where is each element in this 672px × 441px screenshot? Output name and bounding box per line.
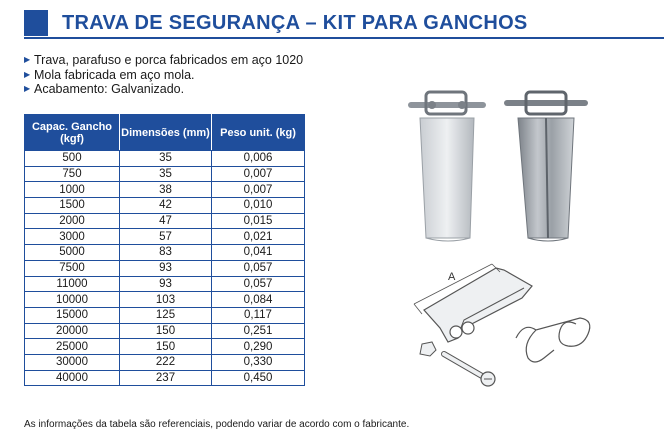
- feature-text: Mola fabricada em aço mola.: [34, 67, 195, 82]
- cell-dimension: 38: [120, 182, 212, 198]
- cell-dimension: 150: [120, 339, 212, 355]
- cell-weight: 0,007: [212, 166, 305, 182]
- table-row: [25, 292, 305, 308]
- page-title: TRAVA DE SEGURANÇA – KIT PARA GANCHOS: [62, 12, 528, 34]
- cell-weight: 0,007: [212, 182, 305, 198]
- table-row: [25, 182, 305, 198]
- table-row: [25, 198, 305, 214]
- cell-capacity: 5000: [25, 245, 120, 261]
- cell-dimension: 35: [120, 166, 212, 182]
- table-header-row: [25, 115, 305, 151]
- bullet-arrow-icon: ▶: [24, 55, 31, 64]
- table-row: [25, 339, 305, 355]
- feature-text: Acabamento: Galvanizado.: [34, 82, 185, 96]
- table-row: [25, 213, 305, 229]
- cell-dimension: 237: [120, 370, 212, 386]
- table-row: [25, 245, 305, 261]
- cell-capacity: 15000: [25, 307, 120, 323]
- table-row: [25, 229, 305, 245]
- cell-weight: 0,015: [212, 213, 305, 229]
- dimension-label: A: [448, 271, 456, 283]
- cell-dimension: 150: [120, 323, 212, 339]
- table-row: [25, 354, 305, 370]
- latch-front-photo: [404, 90, 490, 246]
- cell-weight: 0,117: [212, 307, 305, 323]
- table-row: [25, 151, 305, 167]
- cell-weight: 0,450: [212, 370, 305, 386]
- cell-capacity: 7500: [25, 260, 120, 276]
- bullet-arrow-icon: ▶: [24, 84, 31, 93]
- table-row: [25, 276, 305, 292]
- cell-dimension: 47: [120, 213, 212, 229]
- cell-weight: 0,006: [212, 151, 305, 167]
- table-row: [25, 307, 305, 323]
- column-header-capacity: Capac. Gancho (kgf): [25, 115, 120, 151]
- cell-weight: 0,251: [212, 323, 305, 339]
- cell-weight: 0,330: [212, 354, 305, 370]
- cell-capacity: 750: [25, 166, 120, 182]
- feature-item: [24, 82, 364, 97]
- cell-capacity: 500: [25, 151, 120, 167]
- cell-dimension: 103: [120, 292, 212, 308]
- table-row: [25, 323, 305, 339]
- cell-dimension: 125: [120, 307, 212, 323]
- cell-capacity: 30000: [25, 354, 120, 370]
- cell-capacity: 20000: [25, 323, 120, 339]
- cell-dimension: 83: [120, 245, 212, 261]
- cell-capacity: 1000: [25, 182, 120, 198]
- column-header-weight: Peso unit. (kg): [212, 115, 305, 151]
- cell-dimension: 93: [120, 276, 212, 292]
- feature-text: Trava, parafuso e porca fabricados em aço 1020: [34, 53, 304, 67]
- cell-weight: 0,010: [212, 198, 305, 214]
- cell-weight: 0,021: [212, 229, 305, 245]
- feature-item: [24, 53, 364, 68]
- table-row: [25, 166, 305, 182]
- spec-table: [24, 114, 305, 386]
- cell-capacity: 10000: [25, 292, 120, 308]
- cell-weight: 0,057: [212, 276, 305, 292]
- header-rule: [24, 37, 664, 39]
- bullet-arrow-icon: ▶: [24, 69, 31, 79]
- cell-capacity: 25000: [25, 339, 120, 355]
- cell-weight: 0,290: [212, 339, 305, 355]
- cell-capacity: 40000: [25, 370, 120, 386]
- cell-capacity: 2000: [25, 213, 120, 229]
- header-accent-block: [24, 10, 48, 36]
- table-row: [25, 260, 305, 276]
- latch-technical-drawing: [404, 258, 604, 398]
- cell-dimension: 57: [120, 229, 212, 245]
- footnote: As informações da tabela são referenciais, podendo variar de acordo com o fabricante.: [24, 419, 410, 430]
- table-body: [25, 151, 305, 386]
- page-header: [24, 10, 664, 40]
- cell-weight: 0,041: [212, 245, 305, 261]
- latch-side-photo: [500, 90, 592, 246]
- cell-capacity: 3000: [25, 229, 120, 245]
- cell-dimension: 42: [120, 198, 212, 214]
- feature-list: [24, 53, 364, 97]
- cell-weight: 0,057: [212, 260, 305, 276]
- table-row: [25, 370, 305, 386]
- cell-dimension: 93: [120, 260, 212, 276]
- cell-dimension: 35: [120, 151, 212, 167]
- cell-capacity: 11000: [25, 276, 120, 292]
- cell-weight: 0,084: [212, 292, 305, 308]
- column-header-dimensions: Dimensões (mm): [120, 115, 212, 151]
- feature-item: [24, 68, 364, 83]
- cell-dimension: 222: [120, 354, 212, 370]
- cell-capacity: 1500: [25, 198, 120, 214]
